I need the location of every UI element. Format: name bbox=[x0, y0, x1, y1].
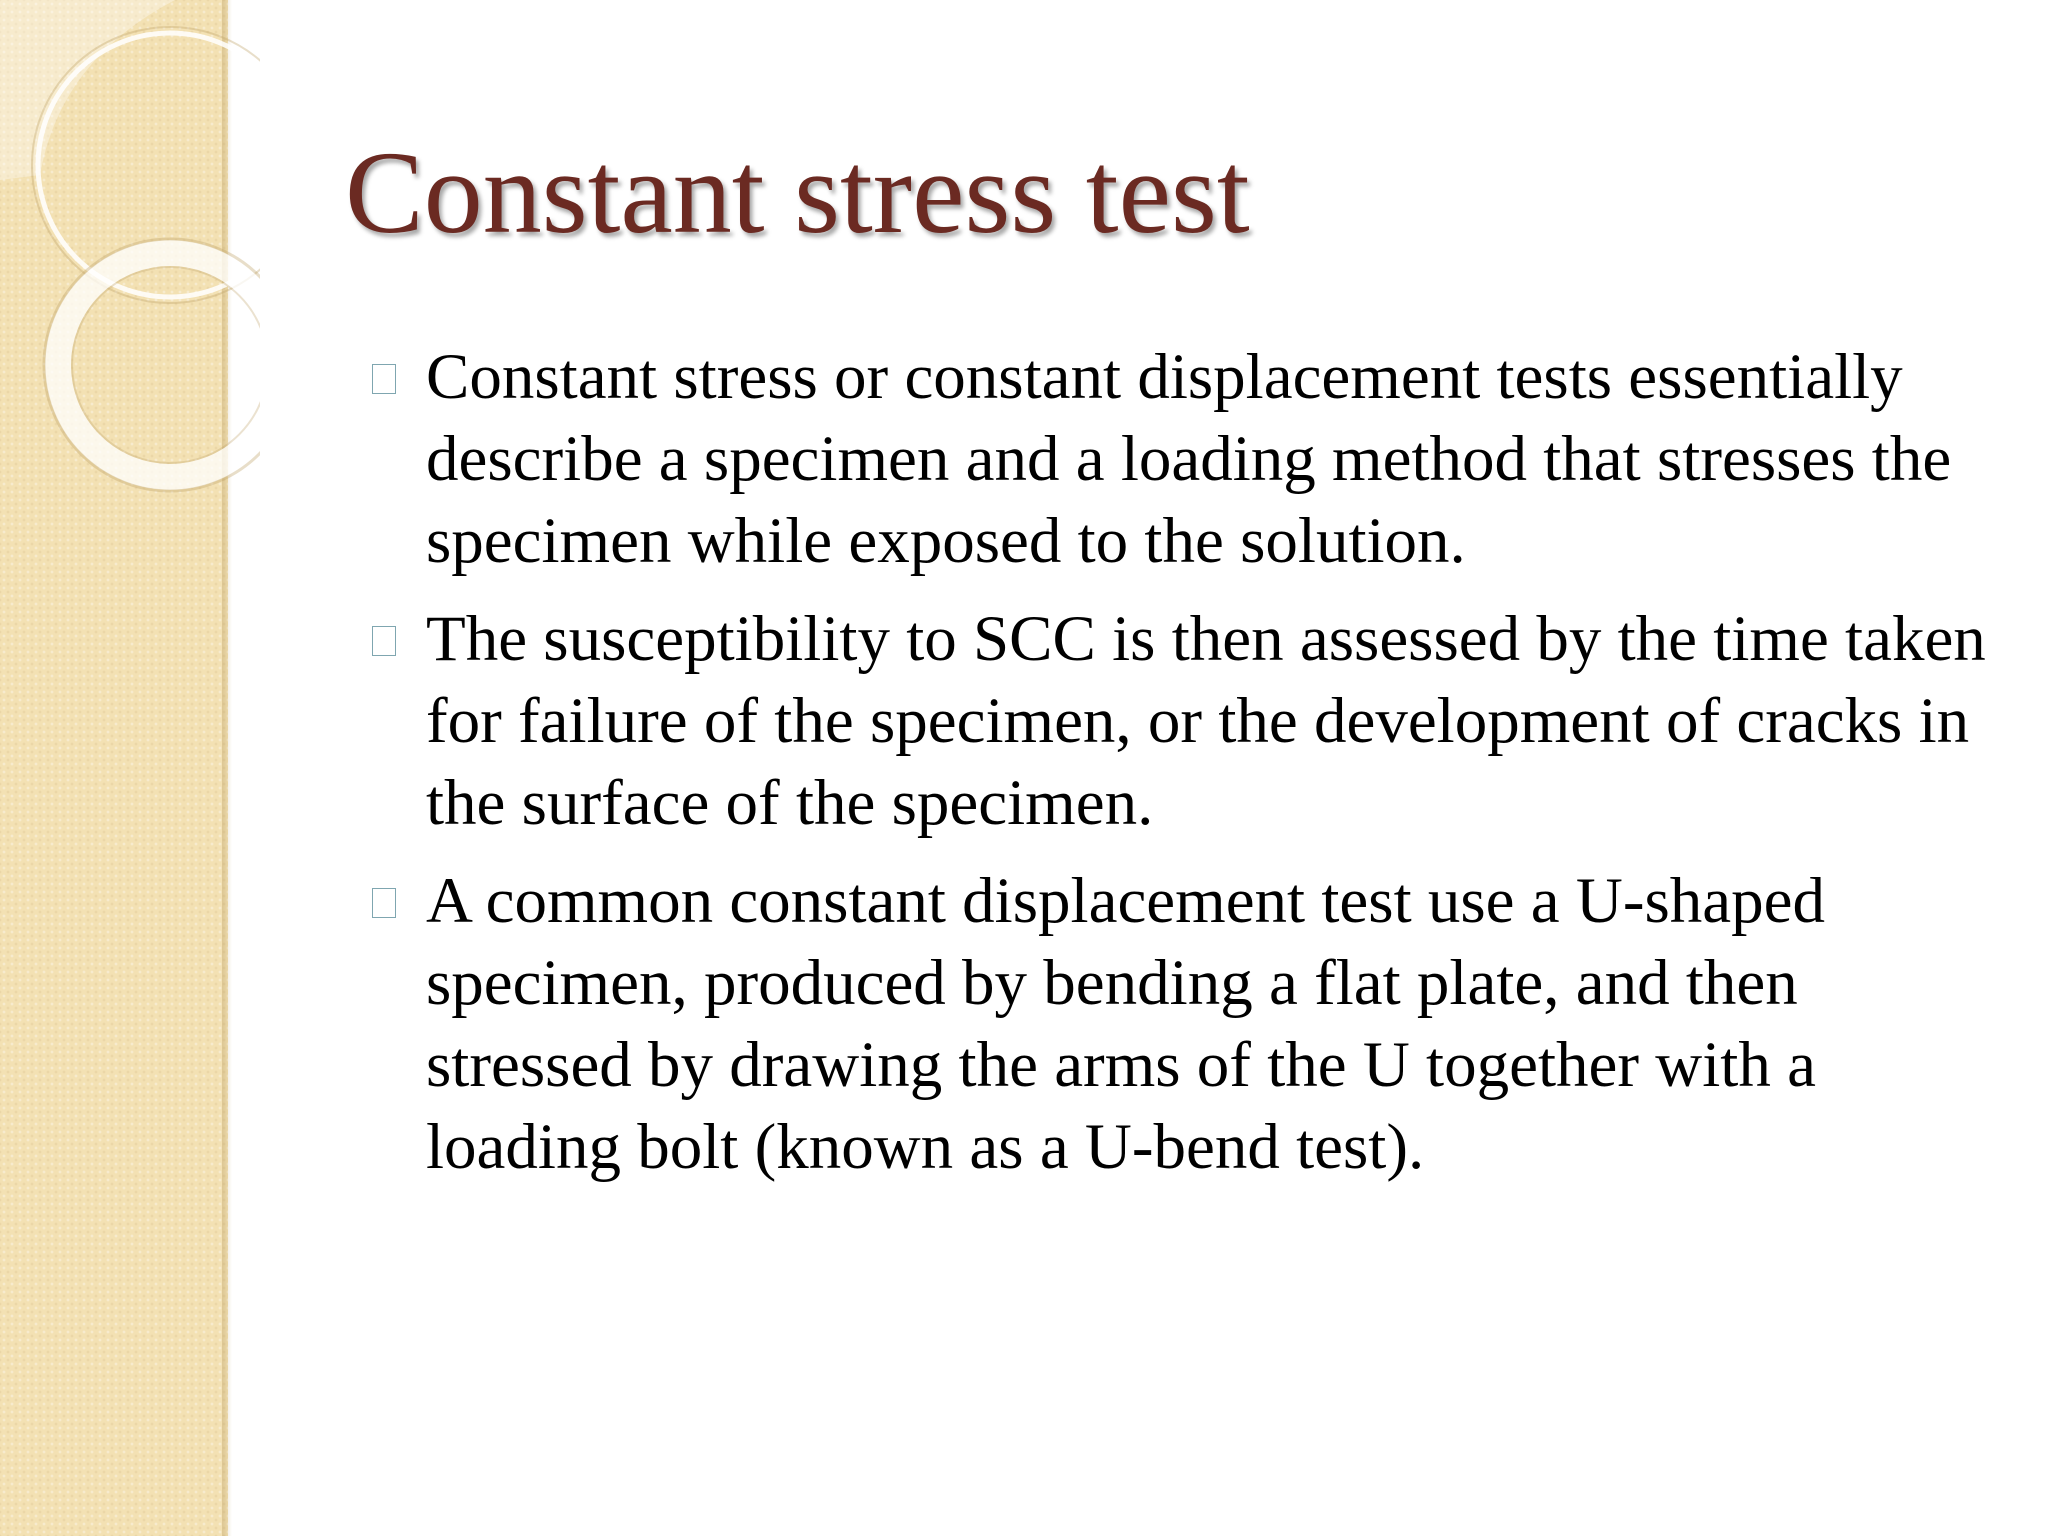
slide-title: Constant stress test bbox=[345, 127, 1250, 258]
bullet-item-3 bbox=[366, 860, 2006, 1188]
corner-highlight-shape bbox=[0, 0, 175, 180]
square-bullet-icon bbox=[372, 364, 396, 394]
square-bullet-icon bbox=[372, 626, 396, 656]
bullet-item-1 bbox=[366, 336, 2006, 582]
bullet-text: Constant stress or constant displacement tests essentially describe a specimen and a loading method that stresses the specimen while exposed to the solution. bbox=[426, 341, 1952, 577]
bullet-list bbox=[366, 336, 2006, 1204]
bullet-text: A common constant displacement test use a U-shaped specimen, produced by bending a flat plate, and then stressed by drawing the arms of the U together with a loading bolt (known as a U-bend test). bbox=[426, 865, 1825, 1183]
bullet-item-2 bbox=[366, 598, 2006, 844]
square-bullet-icon bbox=[372, 888, 396, 918]
decorative-rings bbox=[0, 0, 260, 520]
bullet-text: The susceptibility to SCC is then assessed by the time taken for failure of the specimen, or the development of cracks in the surface of the specimen. bbox=[426, 603, 1986, 839]
